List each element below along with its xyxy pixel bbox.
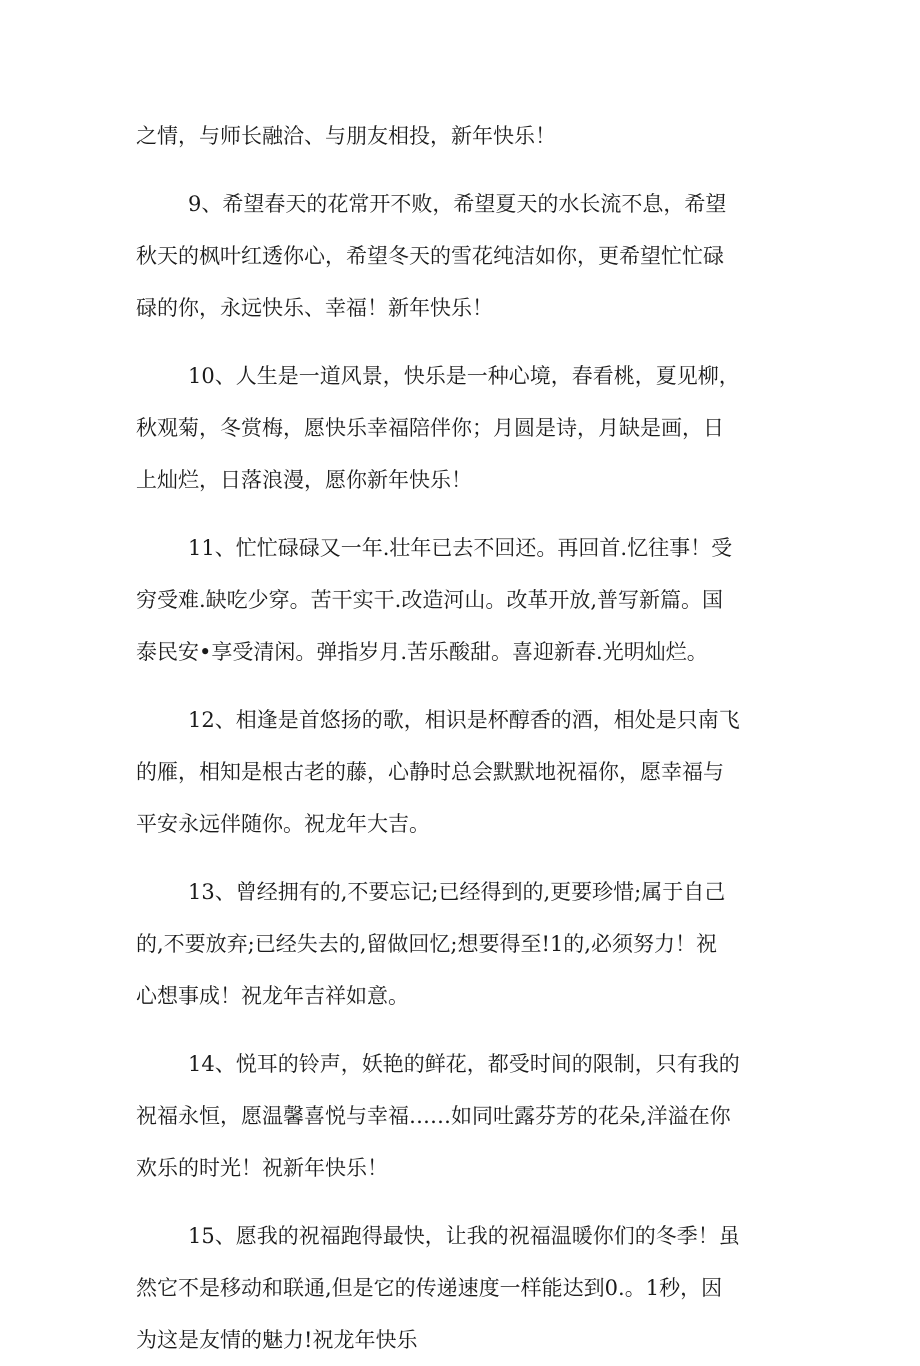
text-line: 12、相逢是首悠扬的歌，相识是杯醇香的酒，相处是只南飞 [188,708,740,732]
paragraph-14 [136,1038,796,1194]
text-line: 泰民安•享受清闲。弹指岁月.苦乐酸甜。喜迎新春.光明灿烂。 [136,640,708,664]
paragraph-continuation [136,110,796,162]
text-line: 之情，与师长融洽、与朋友相投，新年快乐！ [136,124,556,148]
text-line: 10、人生是一道风景，快乐是一种心境，春看桃，夏见柳， [188,364,740,388]
text-line: 秋天的枫叶红透你心，希望冬天的雪花纯洁如你，更希望忙忙碌 [136,244,724,268]
text-line: 9、希望春天的花常开不败，希望夏天的水长流不息，希望 [188,192,727,216]
text-line: 的雁，相知是根古老的藤，心静时总会默默地祝福你，愿幸福与 [136,760,724,784]
paragraph-9 [136,178,796,334]
text-line: 上灿烂，日落浪漫，愿你新年快乐！ [136,468,472,492]
text-line: 为这是友情的魅力!祝龙年快乐 [136,1328,418,1352]
paragraph-15 [136,1210,796,1366]
text-line: 穷受难.缺吃少穿。苦干实干.改造河山。改革开放,普写新篇。国 [136,588,724,612]
text-line: 祝福永恒，愿温馨喜悦与幸福……如同吐露芬芳的花朵,洋溢在你 [136,1104,731,1128]
text-line: 13、曾经拥有的,不要忘记;已经得到的,更要珍惜;属于自己 [188,880,726,904]
text-line: 14、悦耳的铃声，妖艳的鲜花，都受时间的限制，只有我的 [188,1052,740,1076]
paragraph-12 [136,694,796,850]
text-line: 15、愿我的祝福跑得最快，让我的祝福温暖你们的冬季！虽 [188,1224,740,1248]
text-line: 平安永远伴随你。祝龙年大吉。 [136,812,430,836]
paragraph-10 [136,350,796,506]
paragraph-13 [136,866,796,1022]
text-line: 11、忙忙碌碌又一年.壮年已去不回还。再回首.忆往事！受 [188,536,733,560]
paragraph-11 [136,522,796,678]
text-line: 心想事成！祝龙年吉祥如意。 [136,984,409,1008]
text-line: 碌的你，永远快乐、幸福！新年快乐！ [136,296,493,320]
document-body [136,110,796,1366]
text-line: 欢乐的时光！祝新年快乐！ [136,1156,388,1180]
text-line: 秋观菊，冬赏梅，愿快乐幸福陪伴你；月圆是诗，月缺是画，日 [136,416,724,440]
text-line: 然它不是移动和联通,但是它的传递速度一样能达到0.。1秒，因 [136,1276,723,1300]
text-line: 的,不要放弃;已经失去的,留做回忆;想要得至!1的,必须努力！祝 [136,932,717,956]
